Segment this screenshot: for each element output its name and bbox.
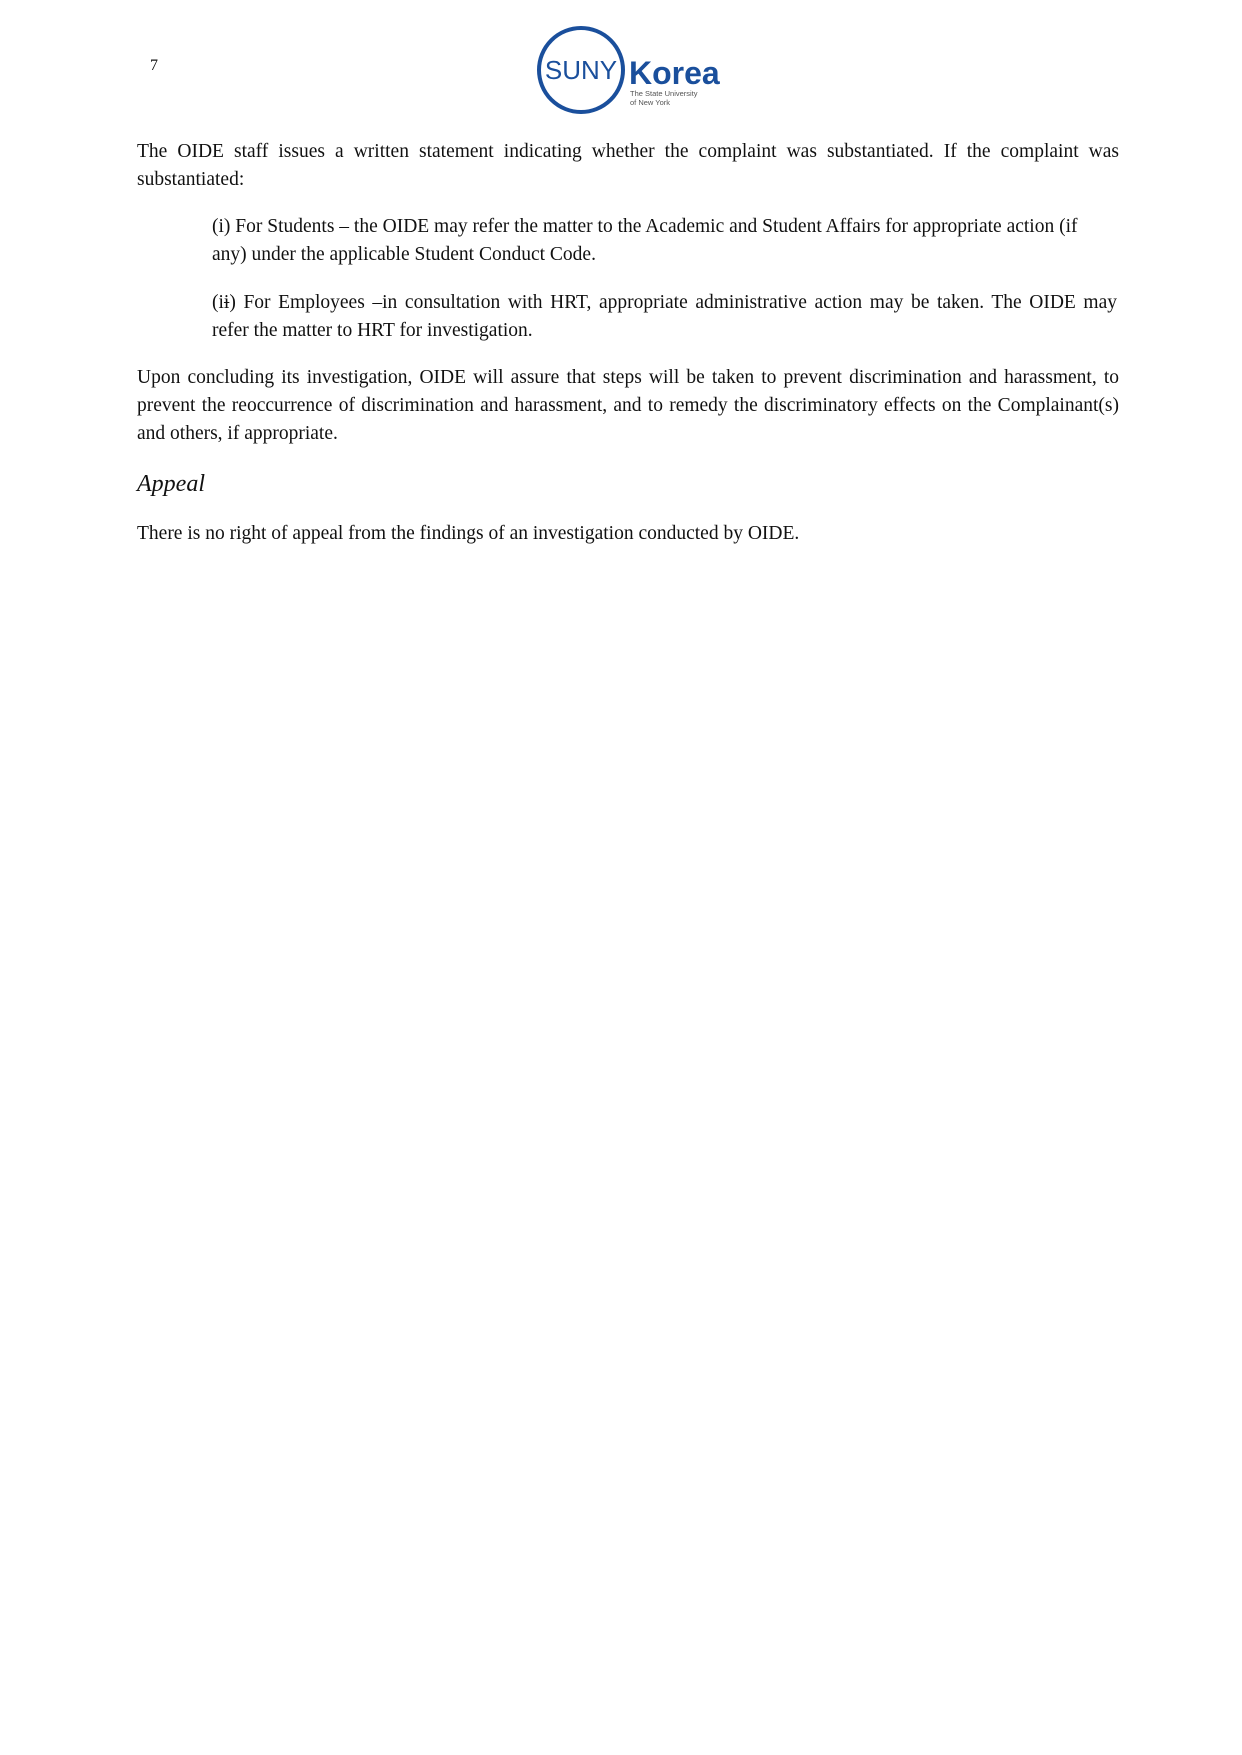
page-number: 7 bbox=[150, 57, 158, 74]
appeal-heading: Appeal bbox=[137, 471, 205, 497]
employees-item-prefix: (i bbox=[212, 292, 224, 313]
appeal-paragraph: There is no right of appeal from the findings of an investigation conducted by OIDE. bbox=[137, 523, 800, 544]
employees-item-struck-char: i bbox=[223, 292, 230, 313]
employees-item-text: ) For Employees –in consultation with HRT, appropriate administrative action may be taken. The OIDE may refer the matter to HRT for investigation. bbox=[212, 292, 1117, 341]
logo-badge-text: SUNY bbox=[544, 55, 618, 85]
students-item: (i) For Students – the OIDE may refer the matter to the Academic and Student Affairs for appropriate action (if any) under the applicable Student Conduct Code. bbox=[212, 216, 1078, 265]
intro-paragraph: The OIDE staff issues a written statement indicating whether the complaint was substantiated. If the complaint was substantiated: bbox=[137, 141, 1119, 190]
logo-tagline-line1: The State University bbox=[630, 89, 698, 98]
conclusion-paragraph: Upon concluding its investigation, OIDE will assure that steps will be taken to prevent discrimination and harassment, to prevent the reoccurrence of discrimination and harassment, and to remedy the discriminatory effects on the Complainant(s) and others, if appropriate. bbox=[137, 367, 1119, 444]
suny-korea-logo bbox=[535, 24, 720, 116]
logo-name: Korea bbox=[629, 55, 720, 91]
employees-item bbox=[212, 289, 1117, 345]
logo-tagline-line2: of New York bbox=[630, 98, 671, 107]
